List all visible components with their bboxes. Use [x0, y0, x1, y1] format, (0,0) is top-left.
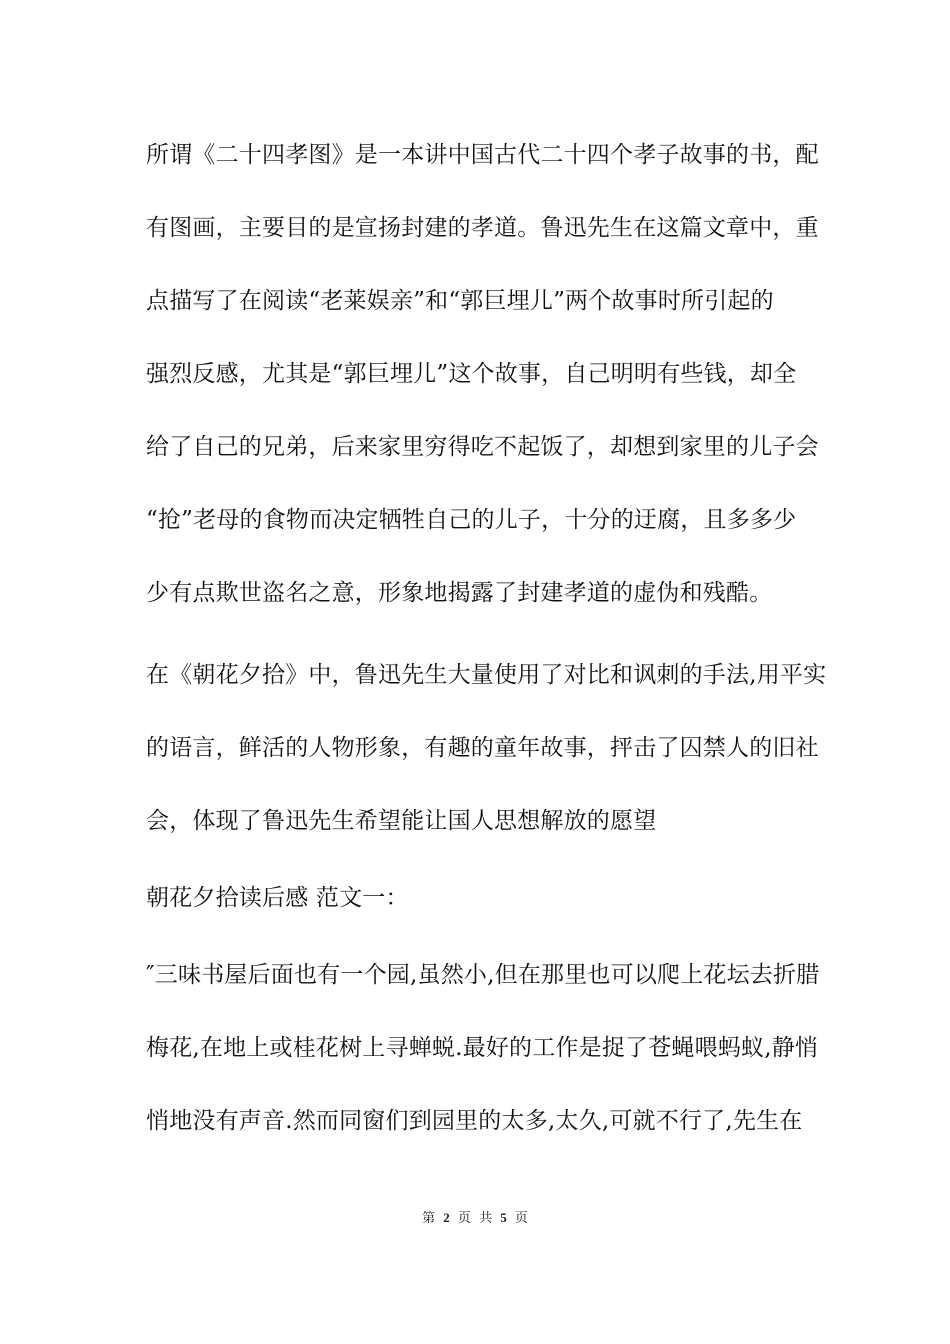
footer-page-unit: 页: [457, 1211, 471, 1226]
text-line: 所谓《二十四孝图》是一本讲中国古代二十四个孝子故事的书，配: [146, 142, 819, 168]
footer-total-unit: 页: [514, 1211, 528, 1226]
text-line: 梅花,在地上或桂花树上寻蝉蜕.最好的工作是捉了苍蝇喂蚂蚁,静悄: [146, 1035, 819, 1061]
text-line: 悄地没有声音.然而同窗们到园里的太多,太久,可就不行了,先生在: [146, 1108, 803, 1134]
text-line: 点描写了在阅读“老莱娱亲”和“郭巨埋儿”两个故事时所引起的: [146, 288, 774, 314]
text-line: 强烈反感，尤其是“郭巨埋儿”这个故事，自己明明有些钱，却全: [146, 361, 797, 387]
text-line: 给了自己的兄弟，后来家里穷得吃不起饭了，却想到家里的儿子会: [146, 434, 819, 460]
text-line: 有图画，主要目的是宣扬封建的孝道。鲁迅先生在这篇文章中，重: [146, 215, 819, 241]
footer-total-prefix: 共: [479, 1211, 493, 1226]
text-line: 少有点欺世盗名之意，形象地揭露了封建孝道的虚伪和残酷。: [146, 580, 773, 606]
current-page-number: 2: [443, 1210, 450, 1225]
text-line: 的语言，鲜活的人物形象，有趣的童年故事，抨击了囚禁人的旧社: [146, 735, 819, 761]
text-line: “抢”老母的食物而决定牺牲自己的儿子，十分的迂腐，且多多少: [146, 507, 797, 533]
total-pages-number: 5: [500, 1210, 507, 1225]
page-footer: [0, 1209, 950, 1228]
footer-prefix: 第: [422, 1211, 436, 1226]
text-line: ″三味书屋后面也有一个园,虽然小,但在那里也可以爬上花坛去折腊: [146, 962, 820, 988]
text-line: 会，体现了鲁迅先生希望能让国人思想解放的愿望: [146, 808, 657, 834]
text-line: 在《朝花夕拾》中，鲁迅先生大量使用了对比和讽刺的手法,用平实: [146, 662, 827, 688]
section-heading: 朝花夕拾读后感 范文一：: [146, 885, 409, 911]
